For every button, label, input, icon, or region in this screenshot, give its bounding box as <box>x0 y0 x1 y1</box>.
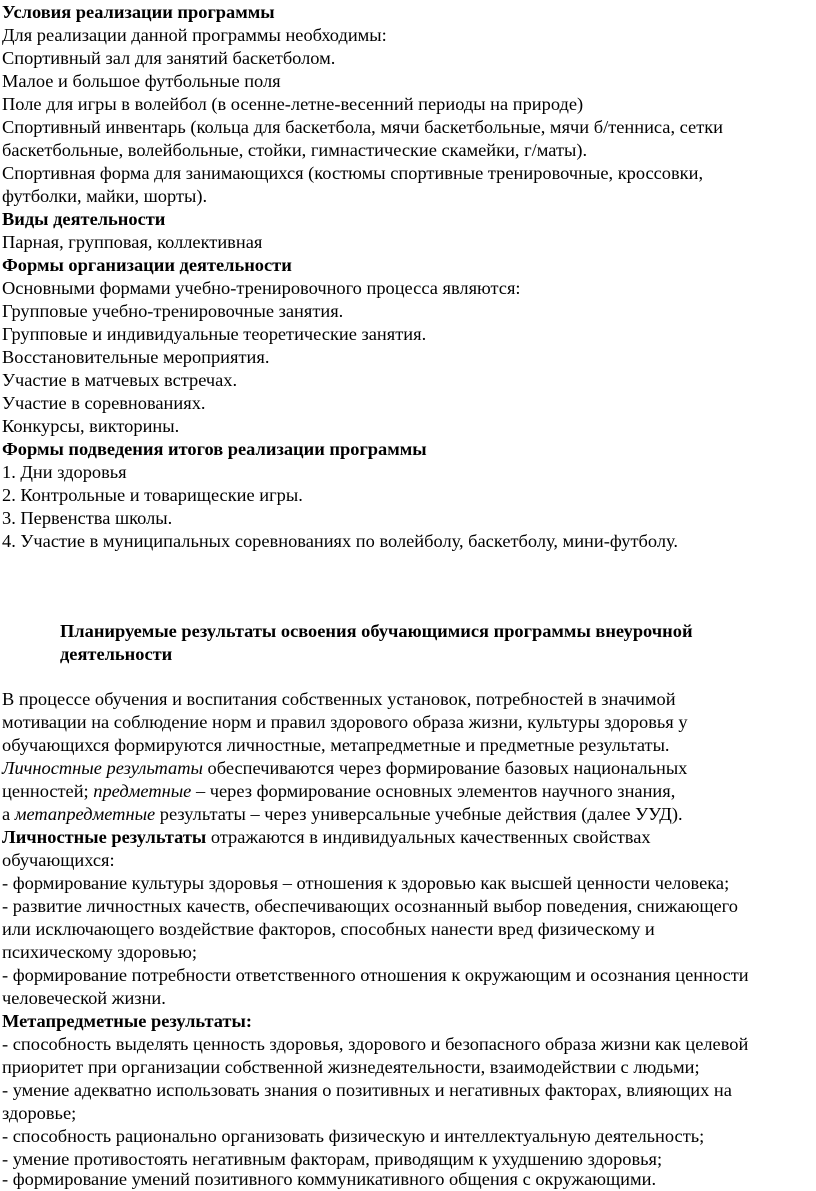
text-line: Малое и большое футбольные поля <box>2 71 281 91</box>
italic-term: предметные <box>93 781 192 801</box>
results-title-cont: деятельности <box>60 644 173 664</box>
text-line: Групповые и индивидуальные теоретические занятия. <box>2 324 427 344</box>
text-line-mixed: а метапредметные результаты – через универсальные учебные действия (далее УУД). <box>2 804 683 824</box>
text-line: Конкурсы, викторины. <box>2 416 180 436</box>
section-heading-results-forms: Формы подведения итогов реализации программы <box>2 439 427 459</box>
section-heading-activity-forms: Формы организации деятельности <box>2 255 292 275</box>
list-item: 1. Дни здоровья <box>2 462 127 482</box>
text-line: - умение противостоять негативным факторам, приводящим к ухудшению здоровья; <box>2 1149 663 1169</box>
section-heading-meta-results: Метапредметные результаты: <box>2 1011 252 1031</box>
italic-term: метапредметные <box>14 804 156 824</box>
section-heading-activity-types: Виды деятельности <box>2 209 166 229</box>
text-line: В процессе обучения и воспитания собственных установок, потребностей в значимой <box>2 689 676 709</box>
list-item: 3. Первенства школы. <box>2 508 173 528</box>
list-item: 4. Участие в муниципальных соревнованиях по волейболу, баскетболу, мини-футболу. <box>2 531 678 551</box>
text-line: мотивации на соблюдение норм и правил здорового образа жизни, культуры здоровья у <box>2 712 688 732</box>
text-line: психическому здоровью; <box>2 942 197 962</box>
text-line: здоровье; <box>2 1103 77 1123</box>
text-line: обучающихся: <box>2 850 115 870</box>
results-title: Планируемые результаты освоения обучающимися программы внеурочной <box>60 621 693 641</box>
text-line: человеческой жизни. <box>2 988 166 1008</box>
text-line: - умение адекватно использовать знания о позитивных и негативных факторах, влияющих на <box>2 1080 732 1100</box>
text-line-mixed: Личностные результаты обеспечиваются через формирование базовых национальных <box>2 758 688 778</box>
text-line: Спортивный инвентарь (кольца для баскетбола, мячи баскетбольные, мячи б/тенниса, сетки <box>2 117 724 137</box>
text-line: Групповые учебно-тренировочные занятия. <box>2 301 344 321</box>
text-line: Поле для игры в волейбол (в осенне-летне-весенний периоды на природе) <box>2 94 584 114</box>
text-line: - развитие личностных качеств, обеспечивающих осознанный выбор поведения, снижающего <box>2 896 738 916</box>
text-line: Участие в матчевых встречах. <box>2 370 238 390</box>
italic-term: Личностные результаты <box>2 758 203 778</box>
text-line: Основными формами учебно-тренировочного процесса являются: <box>2 278 521 298</box>
text-line: Для реализации данной программы необходимы: <box>2 25 387 45</box>
text-line: футболки, майки, шорты). <box>2 186 208 206</box>
bold-term: Личностные результаты <box>2 827 207 847</box>
text-line: Спортивная форма для занимающихся (костюмы спортивные тренировочные, кроссовки, <box>2 163 704 183</box>
text-line: Участие в соревнованиях. <box>2 393 206 413</box>
text-line: - способность рационально организовать физическую и интеллектуальную деятельность; <box>2 1126 705 1146</box>
text-line-mixed: Личностные результаты отражаются в индивидуальных качественных свойствах <box>2 827 651 847</box>
text-line: обучающихся формируются личностные, метапредметные и предметные результаты. <box>2 735 670 755</box>
section-heading-conditions: Условия реализации программы <box>2 2 275 22</box>
text-line: Восстановительные мероприятия. <box>2 347 270 367</box>
text-line-mixed: ценностей; предметные – через формирование основных элементов научного знания, <box>2 781 676 801</box>
text-line: приоритет при организации собственной жизнедеятельности, взаимодействии с людьми; <box>2 1057 700 1077</box>
text-line: - формирование потребности ответственного отношения к окружающим и осознания ценности <box>2 965 749 985</box>
list-item: 2. Контрольные и товарищеские игры. <box>2 485 303 505</box>
text-line: - способность выделять ценность здоровья, здорового и безопасного образа жизни как целевой <box>2 1034 749 1054</box>
text-line: баскетбольные, волейбольные, стойки, гимнастические скамейки, г/маты). <box>2 140 588 160</box>
text-line: Парная, групповая, коллективная <box>2 232 263 252</box>
text-line: - формирование умений позитивного коммуникативного общения с окружающими. <box>2 1169 657 1189</box>
text-line: Спортивный зал для занятий баскетболом. <box>2 48 336 68</box>
text-line: - формирование культуры здоровья – отношения к здоровью как высшей ценности человека; <box>2 873 730 893</box>
text-line: или исключающего воздействие факторов, способных нанести вред физическому и <box>2 919 655 939</box>
